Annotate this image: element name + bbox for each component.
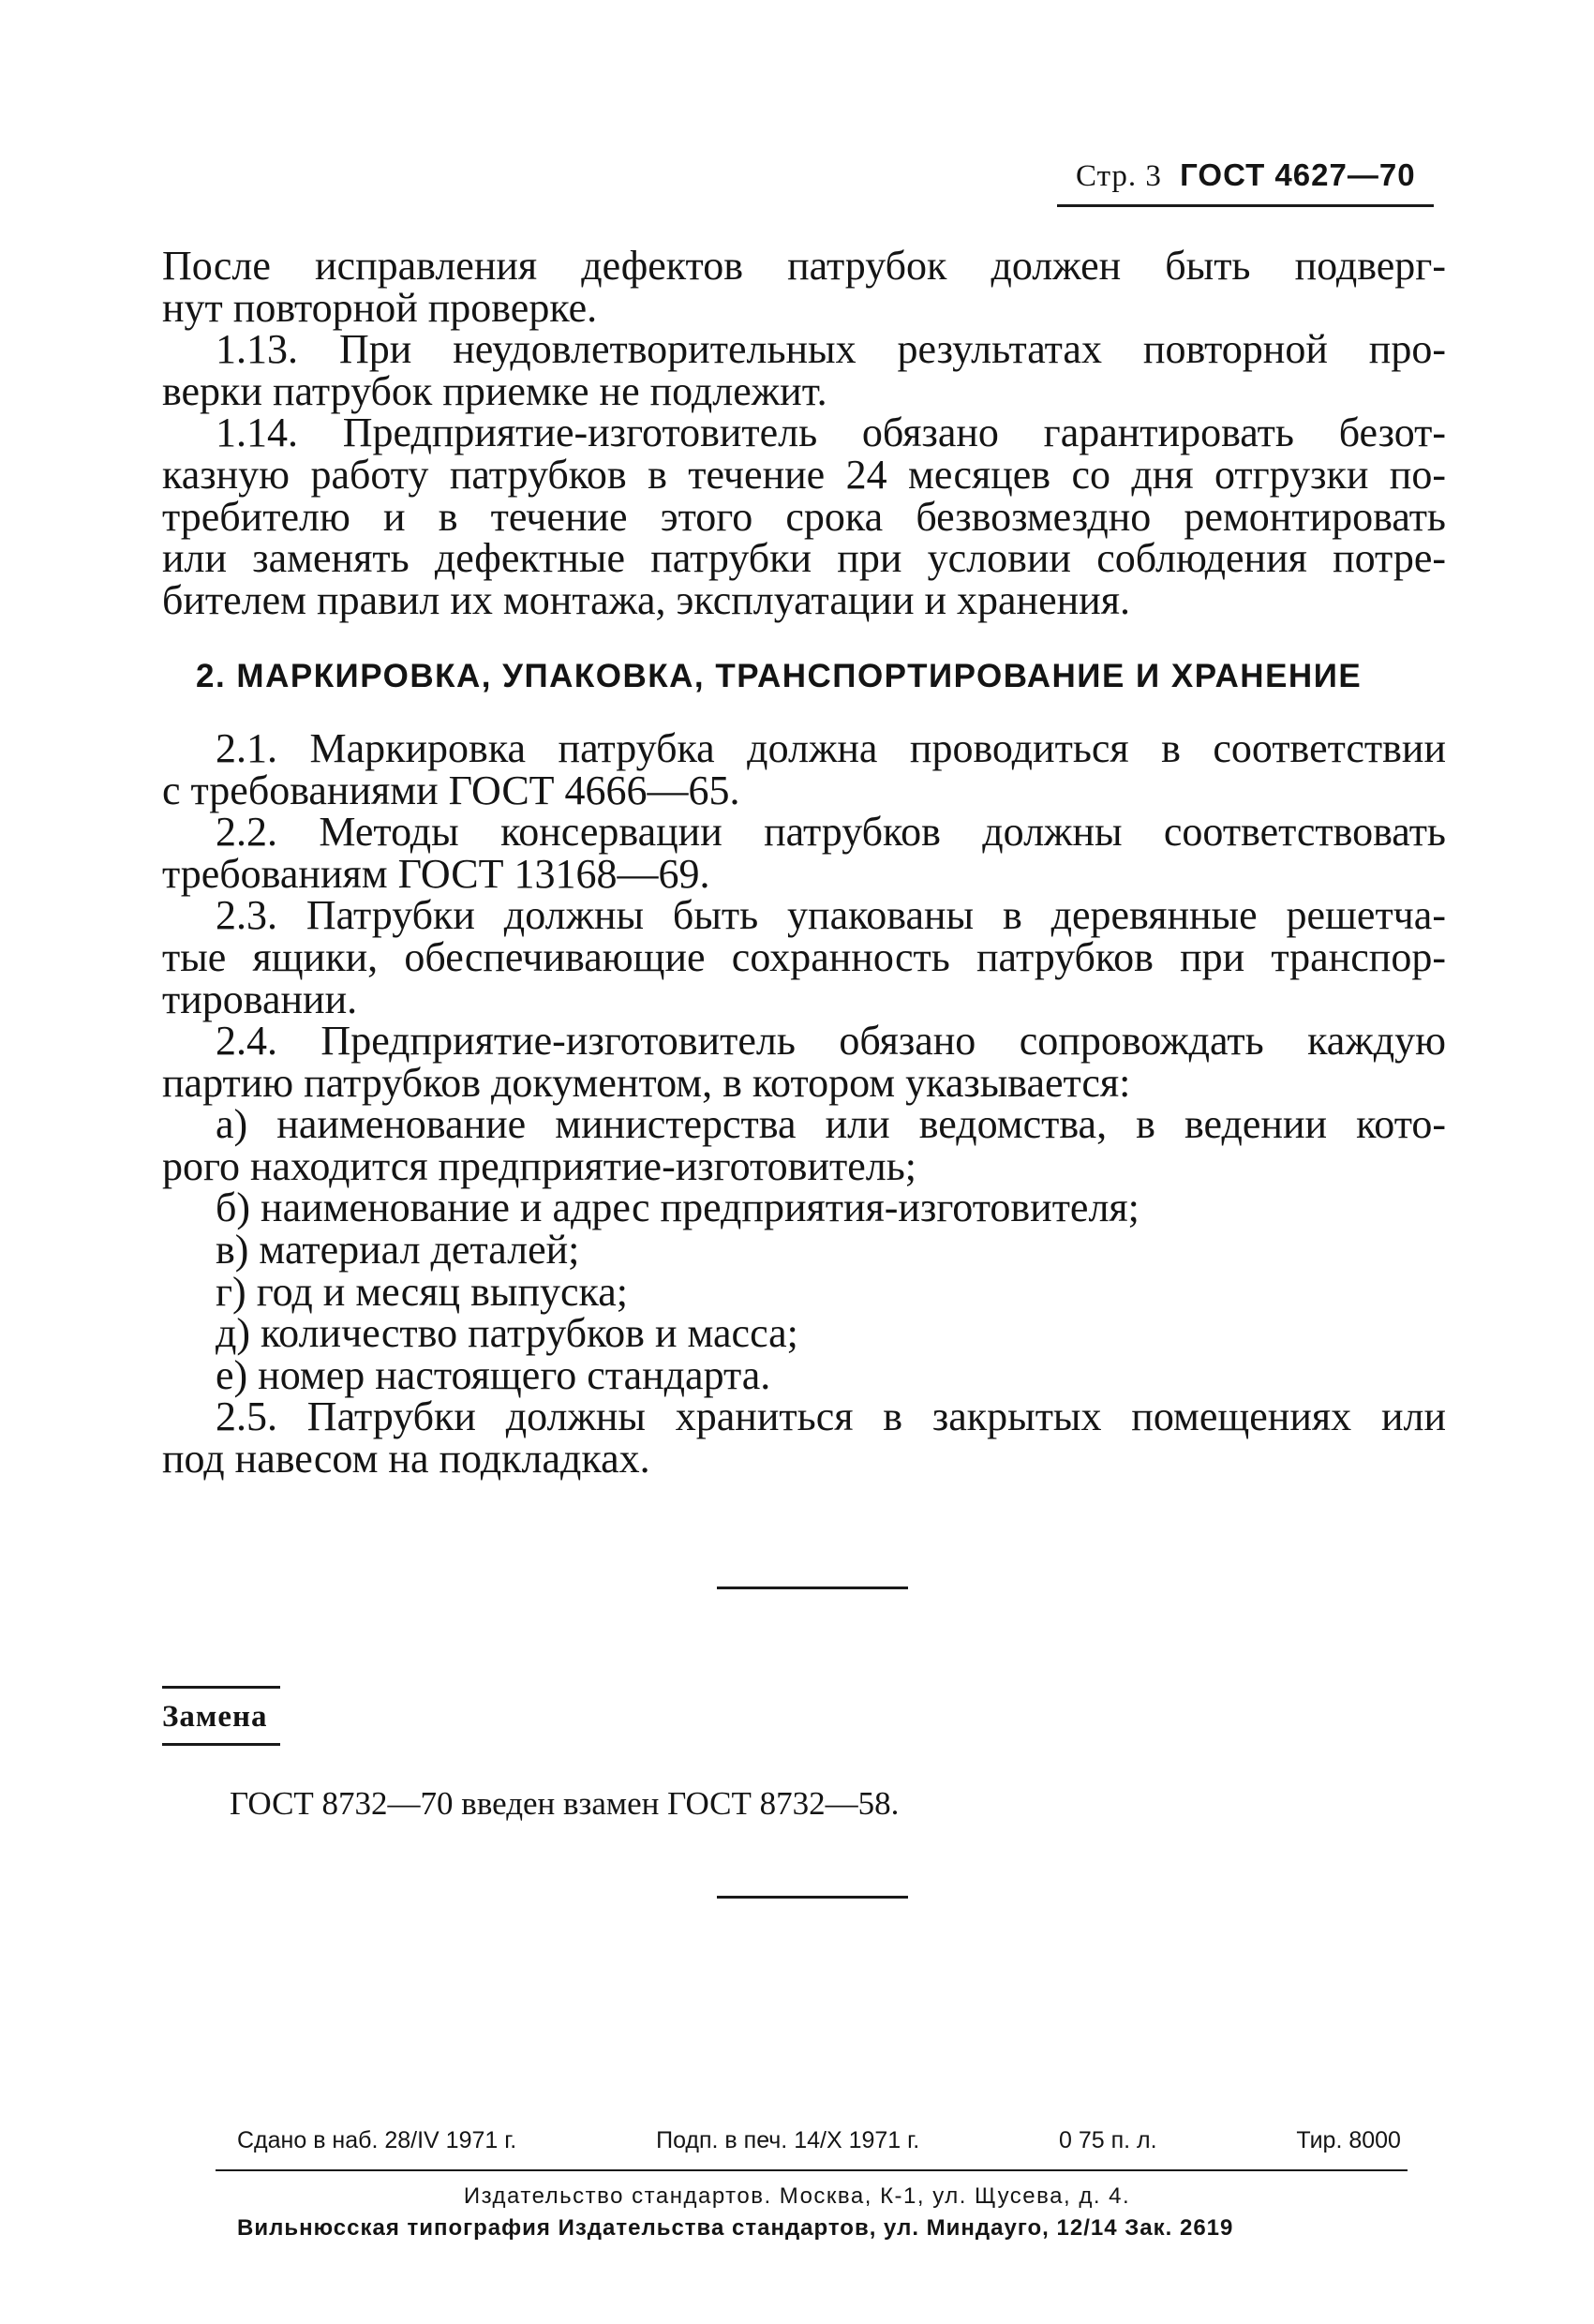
list-item-g: г) год и месяц выпуска; xyxy=(216,1268,628,1315)
imprint-rule xyxy=(216,2169,1408,2171)
separator-rule xyxy=(717,1587,908,1589)
replacement-underline xyxy=(162,1743,280,1746)
paragraph-line: тировании. xyxy=(162,976,358,1022)
paragraph-line: или заменять дефектные патрубки при условии соблюдения потре- xyxy=(162,535,1446,582)
imprint-sheets: 0 75 п. л. xyxy=(1058,2127,1157,2153)
paragraph-line: верки патрубок приемке не подлежит. xyxy=(162,367,827,414)
paragraph-line: бителем правил их монтажа, эксплуатации и хранения. xyxy=(162,576,1130,623)
paragraph-line: нут повторной проверке. xyxy=(162,284,598,331)
clause-2-3: 2.3. Патрубки должны быть упакованы в деревянные решетча- xyxy=(216,892,1446,939)
clause-2-2: 2.2. Методы консервации патрубков должны соответствовать xyxy=(216,809,1446,856)
paragraph-line: казную работу патрубков в течение 24 месяцев со дня отгрузки по- xyxy=(162,451,1446,498)
header-rule xyxy=(1057,204,1434,207)
paragraph-line: под навесом на подкладках. xyxy=(162,1436,650,1482)
replacement-top-rule xyxy=(162,1686,280,1689)
replacement-title: Замена xyxy=(162,1700,268,1734)
clause-2-1: 2.1. Маркировка патрубка должна проводиться в соответствии xyxy=(216,724,1446,771)
clause-1-14: 1.14. Предприятие-изготовитель обязано гарантировать безот- xyxy=(216,410,1446,456)
clause-2-5: 2.5. Патрубки должны храниться в закрытых помещениях или xyxy=(216,1393,1446,1440)
imprint-line xyxy=(237,2127,1401,2154)
document-body xyxy=(162,243,1446,1482)
paragraph-line: тые ящики, обеспечивающие сохранность патрубков при транспор- xyxy=(162,933,1446,980)
paragraph-line: требованиям ГОСТ 13168—69. xyxy=(162,850,710,897)
standard-number: ГОСТ 4627—70 xyxy=(1180,157,1416,192)
paragraph-line: требителю и в течение этого срока безвозмездно ремонтировать xyxy=(162,493,1446,540)
list-item-e: е) номер настоящего стандарта. xyxy=(216,1351,771,1398)
paragraph-line: с требованиями ГОСТ 4666—65. xyxy=(162,767,740,813)
list-item-v: в) материал деталей; xyxy=(216,1227,580,1274)
imprint-submitted: Сдано в наб. 28/IV 1971 г. xyxy=(237,2127,517,2153)
paragraph-line: партию патрубков документом, в котором указывается: xyxy=(162,1059,1131,1106)
section-2-heading: 2. МАРКИРОВКА, УПАКОВКА, ТРАНСПОРТИРОВАНИЕ И ХРАНЕНИЕ xyxy=(196,658,1363,695)
list-item-b: б) наименование и адрес предприятия-изготовителя; xyxy=(216,1184,1140,1231)
printer-line: Вильнюсская типография Издательства стандартов, ул. Миндауго, 12/14 Зак. 2619 xyxy=(237,2215,1234,2241)
page-label: Стр. 3 xyxy=(1076,159,1162,193)
list-item-a: а) наименование министерства или ведомства, в ведении кото- xyxy=(216,1101,1446,1148)
replacement-note: ГОСТ 8732—70 введен взамен ГОСТ 8732—58. xyxy=(230,1785,900,1822)
imprint-circulation: Тир. 8000 xyxy=(1296,2127,1401,2153)
running-header xyxy=(1076,157,1416,194)
clause-2-4: 2.4. Предприятие-изготовитель обязано сопровождать каждую xyxy=(216,1018,1446,1065)
clause-1-13: 1.13. При неудовлетворительных результатах повторной про- xyxy=(216,326,1446,373)
list-item-d: д) количество патрубков и масса; xyxy=(216,1310,798,1357)
paragraph-line: рого находится предприятие-изготовитель; xyxy=(162,1142,916,1189)
separator-rule xyxy=(717,1896,908,1899)
paragraph-line: После исправления дефектов патрубок должен быть подверг- xyxy=(162,243,1446,289)
publisher-line: Издательство стандартов. Москва, К-1, ул. Щусева, д. 4. xyxy=(463,2183,1131,2209)
imprint-signed: Подп. в печ. 14/X 1971 г. xyxy=(656,2127,920,2153)
